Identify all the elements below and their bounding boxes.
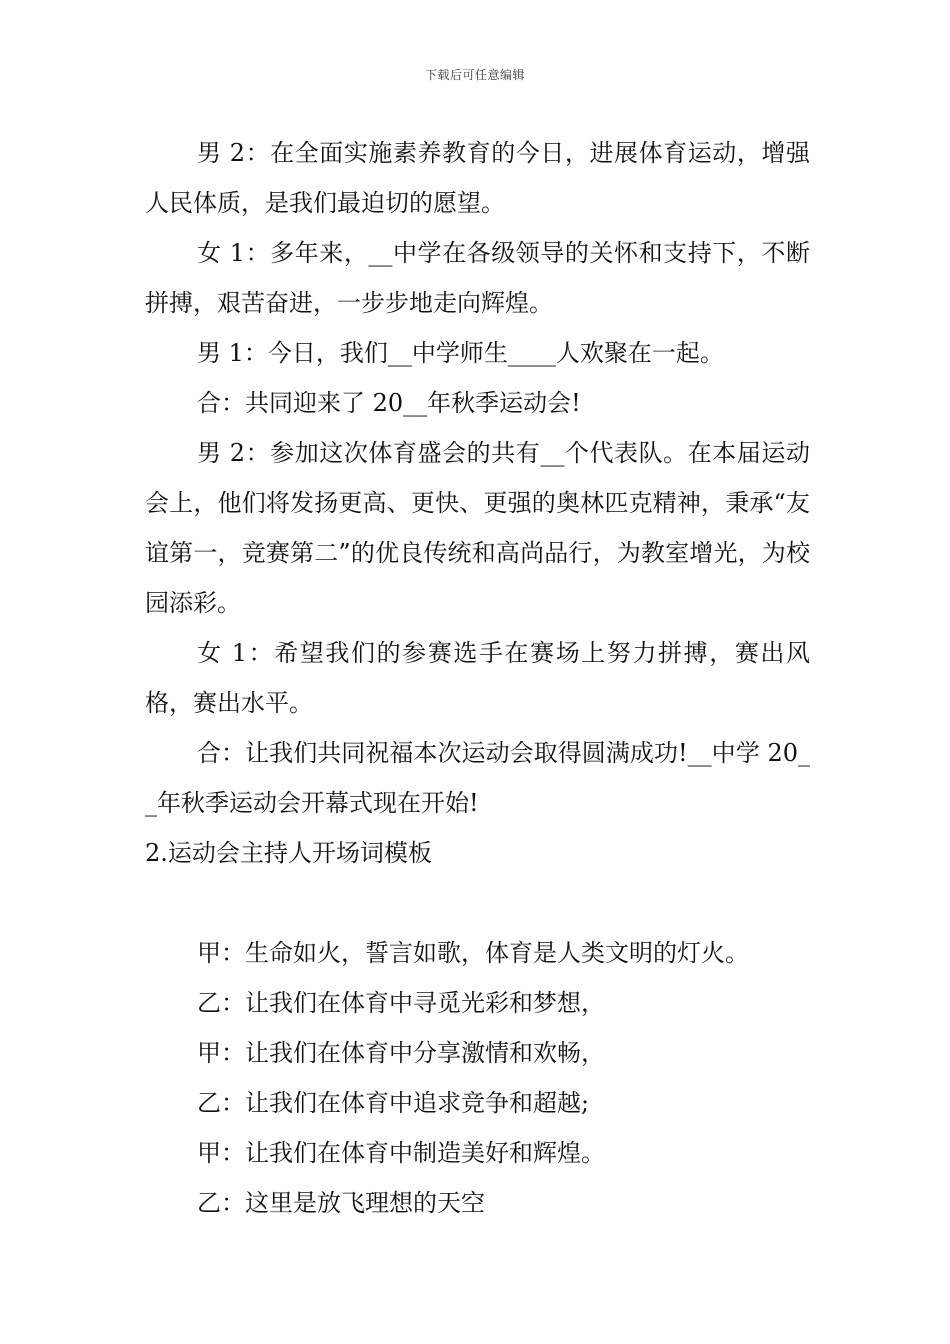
section-heading: 2.运动会主持人开场词模板 xyxy=(145,839,432,867)
page-header: 下载后可任意编辑 xyxy=(424,68,525,82)
paragraph: 女 1：希望我们的参赛选手在赛场上努力拼搏，赛出风格，赛出水平。 xyxy=(145,639,810,717)
document-body xyxy=(145,128,810,1228)
paragraph: 乙：让我们在体育中追求竞争和超越; xyxy=(197,1089,590,1117)
paragraph: 甲：生命如火，誓言如歌，体育是人类文明的灯火。 xyxy=(197,939,749,967)
paragraph: 男 2：在全面实施素养教育的今日，进展体育运动，增强人民体质，是我们最迫切的愿望。 xyxy=(145,139,810,217)
blank-line xyxy=(145,878,810,928)
paragraph: 男 2：参加这次体育盛会的共有__个代表队。在本届运动会上，他们将发扬更高、更快、更强的奥林匹克精神，秉承“友谊第一，竞赛第二”的优良传统和高尚品行，为教室增光，为校园添彩。 xyxy=(145,439,810,617)
paragraph: 乙：这里是放飞理想的天空 xyxy=(197,1189,485,1217)
paragraph: 乙：让我们在体育中寻觅光彩和梦想， xyxy=(197,989,605,1017)
paragraph: 合：共同迎来了 20__年秋季运动会! xyxy=(197,389,581,417)
paragraph: 合：让我们共同祝福本次运动会取得圆满成功!__中学 20__年秋季运动会开幕式现在开始! xyxy=(145,739,810,817)
paragraph: 男 1：今日，我们__中学师生____人欢聚在一起。 xyxy=(197,339,724,367)
paragraph: 女 1：多年来，__中学在各级领导的关怀和支持下，不断拼搏，艰苦奋进，一步步地走向辉煌。 xyxy=(145,239,810,317)
paragraph: 甲：让我们在体育中分享激情和欢畅， xyxy=(197,1039,605,1067)
paragraph: 甲：让我们在体育中制造美好和辉煌。 xyxy=(197,1139,605,1167)
